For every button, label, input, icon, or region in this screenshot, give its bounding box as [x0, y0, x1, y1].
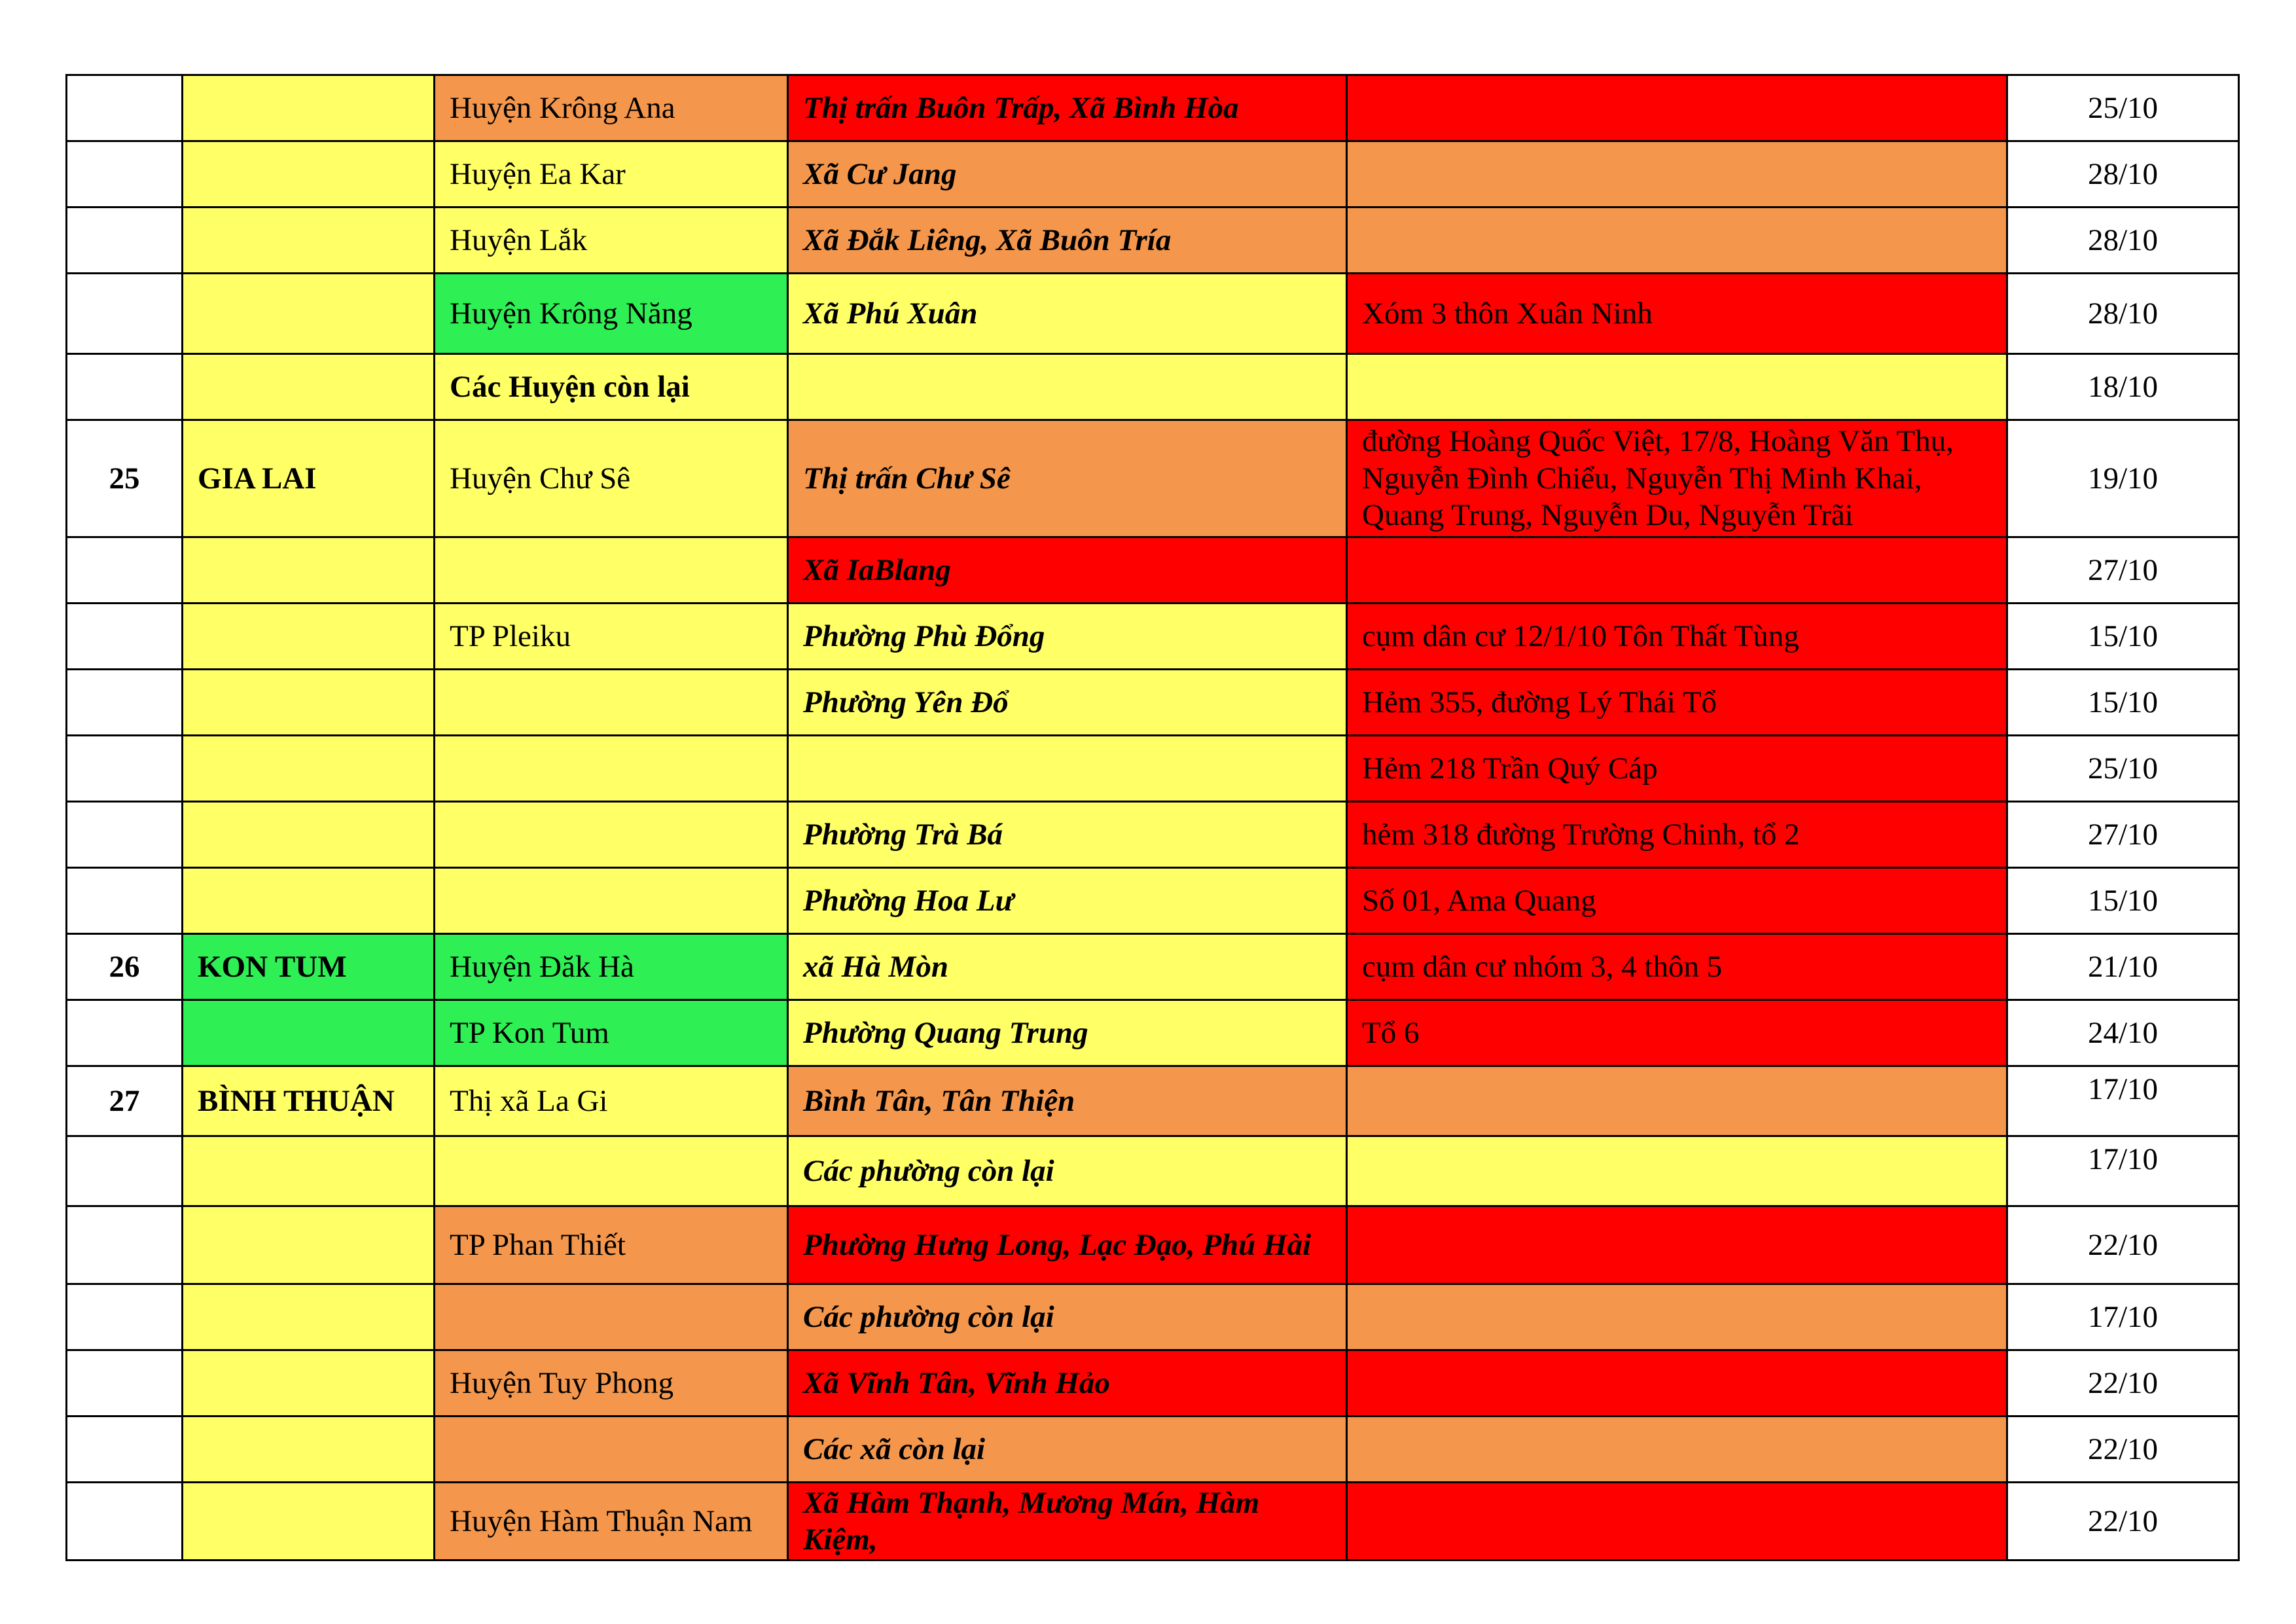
table-row: [67, 1350, 2239, 1416]
area-cell: [1347, 1350, 2007, 1416]
area-cell: Hẻm 218 Trần Quý Cáp: [1347, 736, 2007, 802]
province-cell: [183, 141, 435, 208]
area-cell: [1347, 537, 2007, 604]
district-cell: [435, 1136, 788, 1206]
district-cell: TP Phan Thiết: [435, 1206, 788, 1284]
district-cell: Thị xã La Gi: [435, 1066, 788, 1136]
row-number: [67, 1136, 183, 1206]
province-cell: [183, 274, 435, 354]
district-cell: [435, 537, 788, 604]
province-cell: [183, 670, 435, 736]
district-cell: TP Pleiku: [435, 604, 788, 670]
ward-cell: Phường Hưng Long, Lạc Đạo, Phú Hài: [788, 1206, 1347, 1284]
ward-cell: Xã IaBlang: [788, 537, 1347, 604]
table-row: [67, 537, 2239, 604]
date-cell: 27/10: [2007, 802, 2239, 868]
row-number: [67, 802, 183, 868]
district-cell: Huyện Chư Sê: [435, 420, 788, 537]
area-cell: cụm dân cư nhóm 3, 4 thôn 5: [1347, 934, 2007, 1000]
area-cell: Xóm 3 thôn Xuân Ninh: [1347, 274, 2007, 354]
area-cell: [1347, 1416, 2007, 1483]
area-cell: [1347, 141, 2007, 208]
area-cell: đường Hoàng Quốc Việt, 17/8, Hoàng Văn Thụ, Nguyễn Đình Chiểu, Nguyễn Thị Minh Khai, Quang Trung, Nguyễn Du, Nguyễn Trãi: [1347, 420, 2007, 537]
area-cell: [1347, 1206, 2007, 1284]
date-cell: 22/10: [2007, 1483, 2239, 1561]
area-cell: [1347, 208, 2007, 274]
table-row: [67, 75, 2239, 141]
date-cell: 17/10: [2007, 1284, 2239, 1350]
province-cell: [183, 802, 435, 868]
province-cell: [183, 1483, 435, 1561]
table-row: [67, 802, 2239, 868]
district-cell: [435, 670, 788, 736]
ward-cell: Xã Vĩnh Tân, Vĩnh Hảo: [788, 1350, 1347, 1416]
district-cell: [435, 802, 788, 868]
province-cell: [183, 868, 435, 934]
area-cell: Tổ 6: [1347, 1000, 2007, 1066]
area-cell: [1347, 75, 2007, 141]
province-cell: [183, 736, 435, 802]
district-cell: Huyện Tuy Phong: [435, 1350, 788, 1416]
district-cell: Huyện Ea Kar: [435, 141, 788, 208]
ward-cell: Các xã còn lại: [788, 1416, 1347, 1483]
province-cell: GIA LAI: [183, 420, 435, 537]
date-cell: 28/10: [2007, 274, 2239, 354]
row-number: [67, 75, 183, 141]
district-cell: Huyện Đăk Hà: [435, 934, 788, 1000]
area-cell: [1347, 1066, 2007, 1136]
date-cell: 18/10: [2007, 354, 2239, 420]
row-number: [67, 274, 183, 354]
district-cell: TP Kon Tum: [435, 1000, 788, 1066]
table-row: [67, 420, 2239, 537]
ward-cell: [788, 354, 1347, 420]
ward-cell: Phường Trà Bá: [788, 802, 1347, 868]
ward-cell: Xã Cư Jang: [788, 141, 1347, 208]
row-number: 26: [67, 934, 183, 1000]
ward-cell: Phường Quang Trung: [788, 1000, 1347, 1066]
row-number: [67, 1000, 183, 1066]
date-cell: 27/10: [2007, 537, 2239, 604]
date-cell: 17/10: [2007, 1136, 2239, 1206]
date-cell: 22/10: [2007, 1206, 2239, 1284]
date-cell: 19/10: [2007, 420, 2239, 537]
province-cell: [183, 1416, 435, 1483]
ward-cell: Xã Phú Xuân: [788, 274, 1347, 354]
date-cell: 21/10: [2007, 934, 2239, 1000]
province-cell: [183, 1350, 435, 1416]
row-number: [67, 1416, 183, 1483]
area-cell: [1347, 1483, 2007, 1561]
row-number: [67, 208, 183, 274]
table-row: [67, 208, 2239, 274]
date-cell: 25/10: [2007, 75, 2239, 141]
table-row: [67, 1206, 2239, 1284]
date-cell: 28/10: [2007, 208, 2239, 274]
table-row: [67, 934, 2239, 1000]
district-cell: Huyện Krông Năng: [435, 274, 788, 354]
ward-cell: Xã Đắk Liêng, Xã Buôn Tría: [788, 208, 1347, 274]
row-number: [67, 537, 183, 604]
ward-cell: Thị trấn Chư Sê: [788, 420, 1347, 537]
province-cell: [183, 75, 435, 141]
row-number: [67, 670, 183, 736]
row-number: [67, 1206, 183, 1284]
zone-classification-table: [65, 74, 2240, 1561]
date-cell: 25/10: [2007, 736, 2239, 802]
row-number: [67, 1284, 183, 1350]
area-cell: [1347, 1284, 2007, 1350]
district-cell: [435, 736, 788, 802]
date-cell: 15/10: [2007, 670, 2239, 736]
district-cell: [435, 1284, 788, 1350]
ward-cell: Các phường còn lại: [788, 1136, 1347, 1206]
province-cell: KON TUM: [183, 934, 435, 1000]
ward-cell: Xã Hàm Thạnh, Mương Mán, Hàm Kiệm,: [788, 1483, 1347, 1561]
table-row: [67, 1483, 2239, 1561]
table-row: [67, 354, 2239, 420]
date-cell: 17/10: [2007, 1066, 2239, 1136]
ward-cell: Phường Hoa Lư: [788, 868, 1347, 934]
area-cell: hẻm 318 đường Trường Chinh, tổ 2: [1347, 802, 2007, 868]
row-number: [67, 1350, 183, 1416]
row-number: [67, 604, 183, 670]
table-row: [67, 274, 2239, 354]
table-row: [67, 1000, 2239, 1066]
district-cell: Huyện Lắk: [435, 208, 788, 274]
province-cell: [183, 1206, 435, 1284]
province-cell: [183, 354, 435, 420]
ward-cell: Bình Tân, Tân Thiện: [788, 1066, 1347, 1136]
table-row: [67, 1416, 2239, 1483]
district-cell: Các Huyện còn lại: [435, 354, 788, 420]
area-cell: [1347, 1136, 2007, 1206]
area-cell: Số 01, Ama Quang: [1347, 868, 2007, 934]
ward-cell: Phường Yên Đổ: [788, 670, 1347, 736]
district-cell: Huyện Krông Ana: [435, 75, 788, 141]
province-cell: [183, 1284, 435, 1350]
district-cell: [435, 1416, 788, 1483]
province-cell: BÌNH THUẬN: [183, 1066, 435, 1136]
ward-cell: Các phường còn lại: [788, 1284, 1347, 1350]
district-cell: Huyện Hàm Thuận Nam: [435, 1483, 788, 1561]
province-cell: [183, 1000, 435, 1066]
province-cell: [183, 208, 435, 274]
area-cell: cụm dân cư 12/1/10 Tôn Thất Tùng: [1347, 604, 2007, 670]
row-number: 27: [67, 1066, 183, 1136]
table-row: [67, 736, 2239, 802]
date-cell: 22/10: [2007, 1416, 2239, 1483]
date-cell: 28/10: [2007, 141, 2239, 208]
date-cell: 15/10: [2007, 604, 2239, 670]
province-cell: [183, 1136, 435, 1206]
date-cell: 15/10: [2007, 868, 2239, 934]
table-row: [67, 868, 2239, 934]
row-number: 25: [67, 420, 183, 537]
table-row: [67, 141, 2239, 208]
table-row: [67, 1066, 2239, 1136]
province-cell: [183, 604, 435, 670]
ward-cell: Thị trấn Buôn Trấp, Xã Bình Hòa: [788, 75, 1347, 141]
row-number: [67, 736, 183, 802]
area-cell: Hẻm 355, đường Lý Thái Tổ: [1347, 670, 2007, 736]
ward-cell: Phường Phù Đổng: [788, 604, 1347, 670]
table-row: [67, 604, 2239, 670]
ward-cell: [788, 736, 1347, 802]
table-row: [67, 670, 2239, 736]
table-row: [67, 1136, 2239, 1206]
date-cell: 22/10: [2007, 1350, 2239, 1416]
row-number: [67, 354, 183, 420]
row-number: [67, 1483, 183, 1561]
date-cell: 24/10: [2007, 1000, 2239, 1066]
province-cell: [183, 537, 435, 604]
ward-cell: xã Hà Mòn: [788, 934, 1347, 1000]
district-cell: [435, 868, 788, 934]
row-number: [67, 868, 183, 934]
area-cell: [1347, 354, 2007, 420]
row-number: [67, 141, 183, 208]
table-row: [67, 1284, 2239, 1350]
